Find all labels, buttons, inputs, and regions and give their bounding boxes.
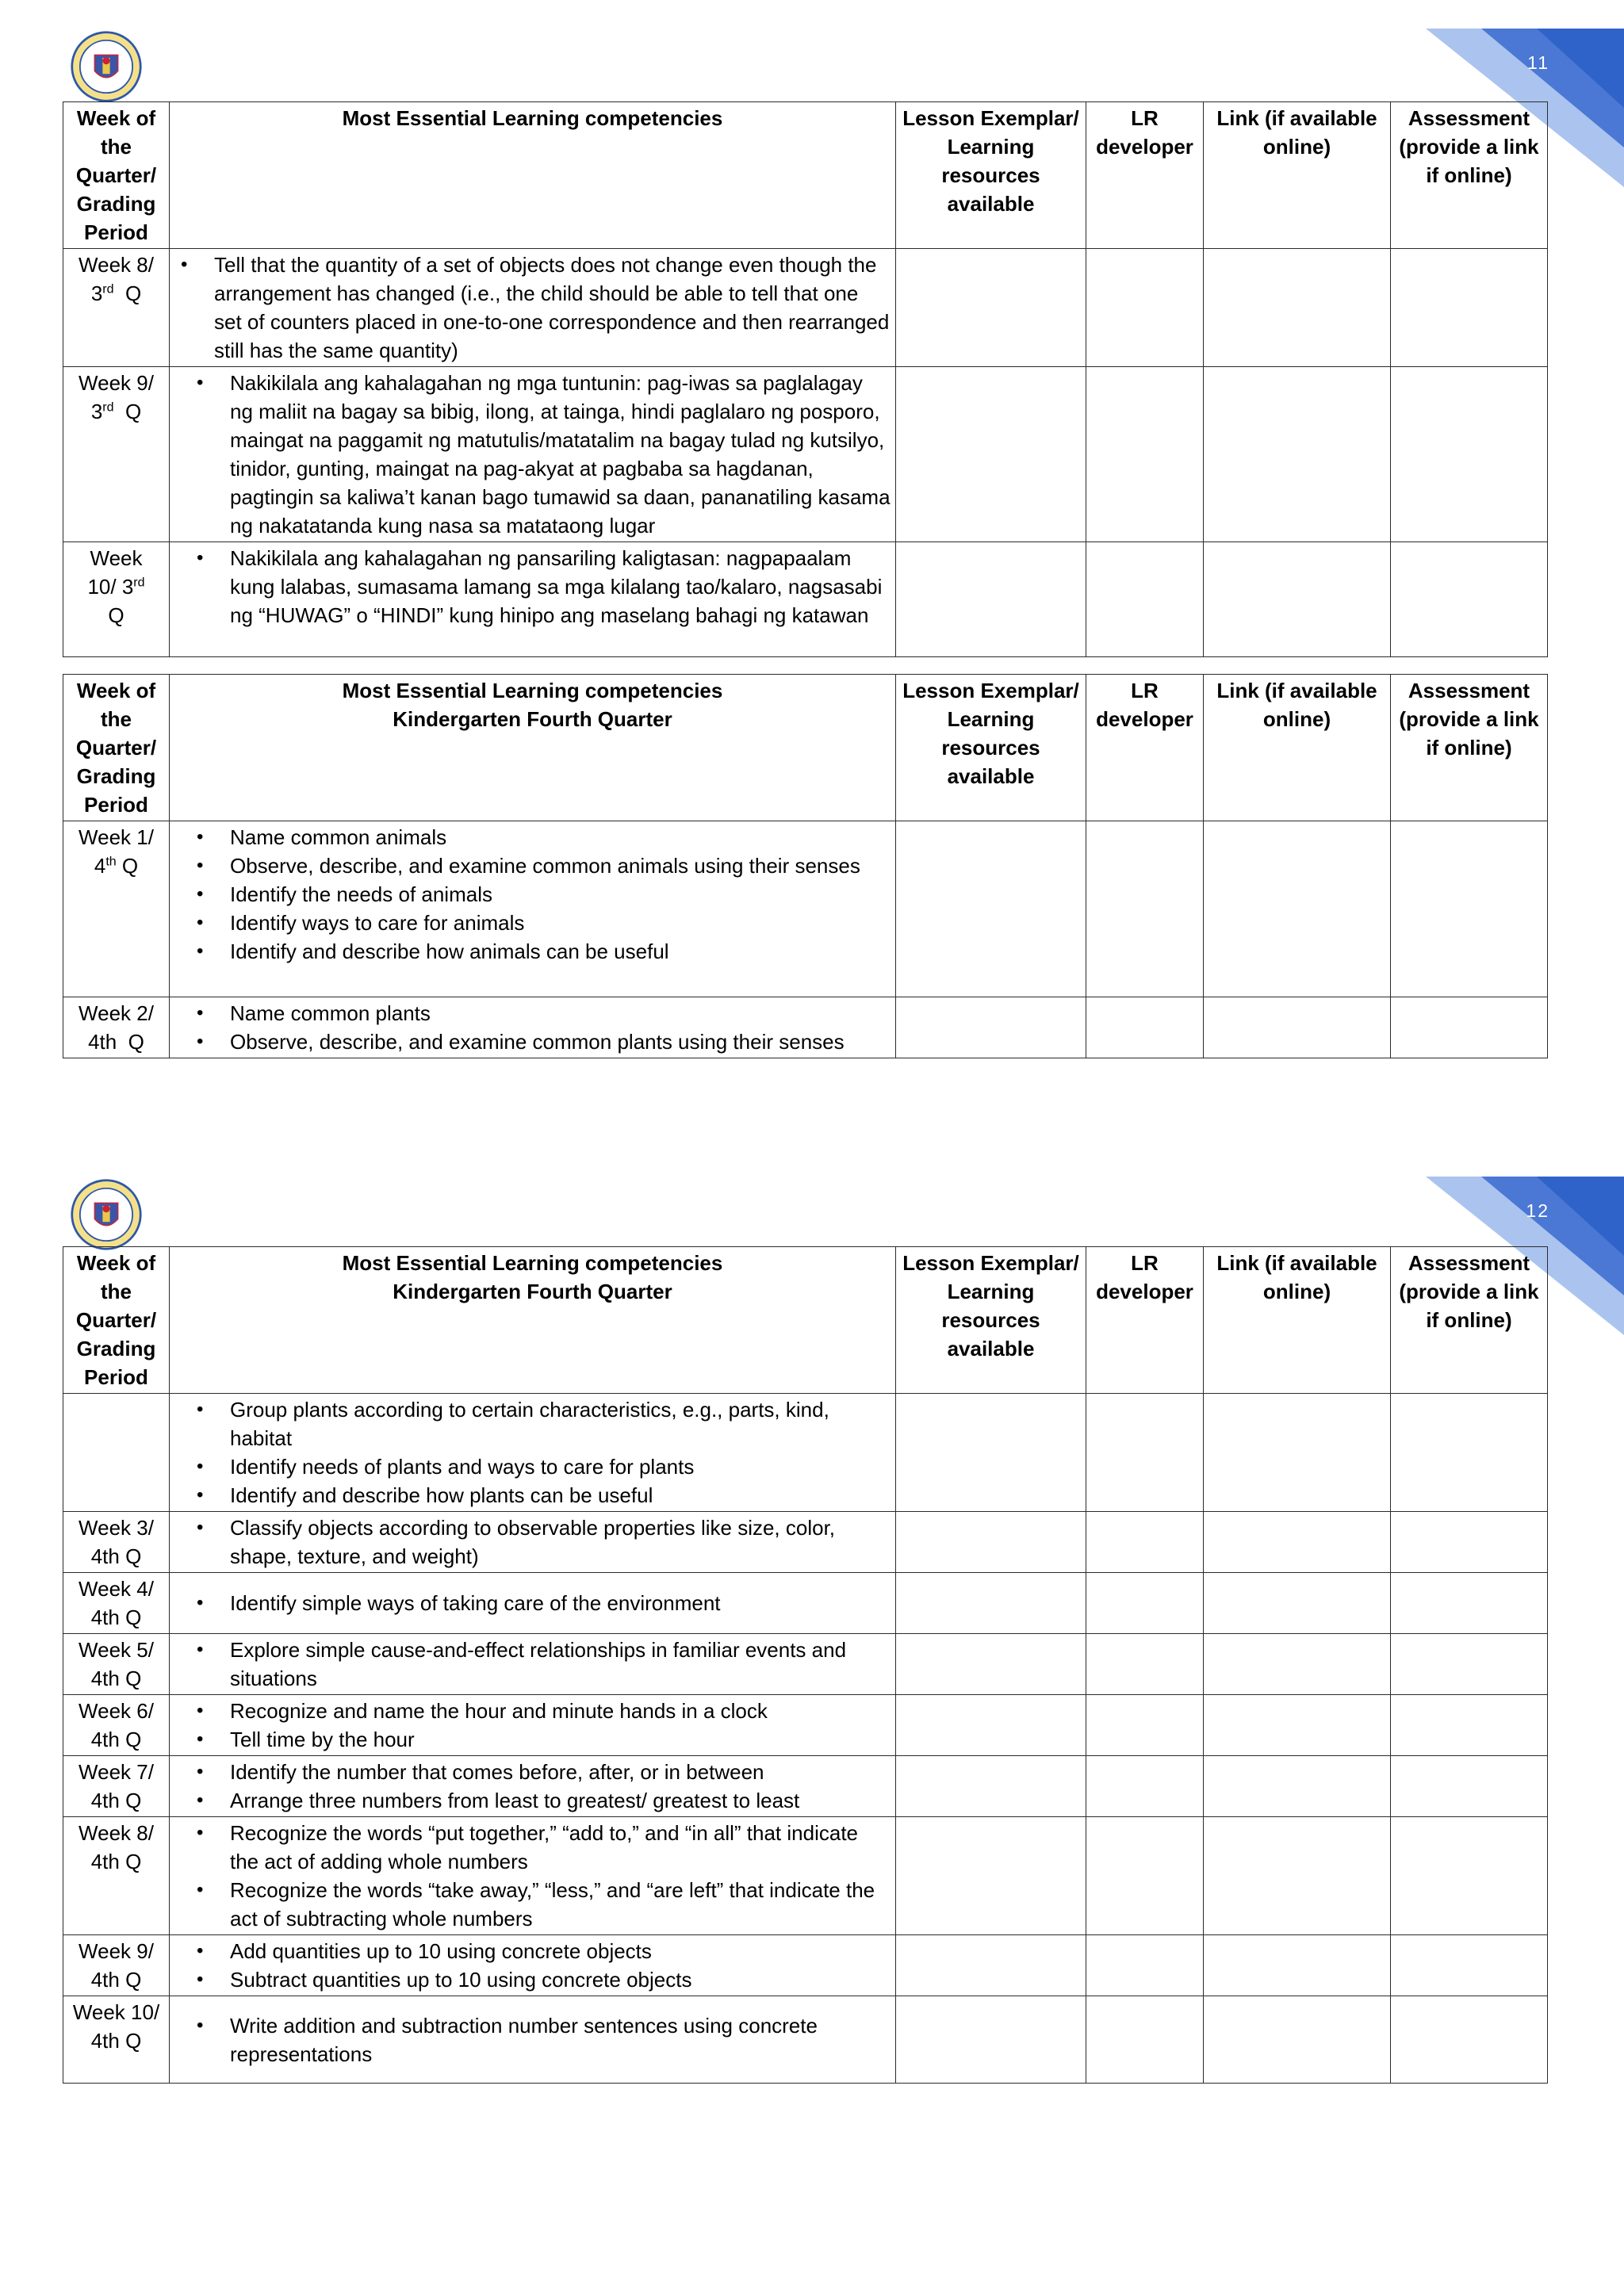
competency-table-fourth-quarter-continued [63,1246,1548,2084]
week-cell: Week 4/ 4th Q [63,1573,170,1634]
empty-cell [1204,1996,1391,2084]
table-row [63,542,1548,657]
list-item: • Identify needs of plants and ways to care for plants [230,1452,891,1481]
empty-cell [896,1935,1086,1996]
table-row [63,1634,1548,1695]
competency-cell [170,1695,896,1756]
week-cell: Week 3/ 4th Q [63,1512,170,1573]
table-row [63,249,1548,367]
list-item: • Classify objects according to observable properties like size, color, shape, texture, and weight) [230,1513,891,1571]
empty-cell [1391,1935,1548,1996]
table-row [63,1817,1548,1935]
empty-cell [896,1817,1086,1935]
week-cell: Week 6/ 4th Q [63,1695,170,1756]
list-item: • Tell time by the hour [230,1725,891,1754]
table-row [63,1695,1548,1756]
header-assessment: Assessment (provide a link if online) [1391,102,1548,249]
table-row [63,1394,1548,1512]
header-assessment: Assessment (provide a link if online) [1391,675,1548,821]
week-cell: Week 5/ 4th Q [63,1634,170,1695]
competency-cell [170,1512,896,1573]
empty-cell [1204,1935,1391,1996]
empty-cell [896,1756,1086,1817]
header-subtitle: Kindergarten Fourth Quarter [393,707,672,731]
list-item: • Name common animals [230,823,891,851]
header-subtitle: Kindergarten Fourth Quarter [393,1280,672,1303]
header-week: Week of the Quarter/ Grading Period [63,1247,170,1394]
empty-cell [1086,1817,1204,1935]
table-row [63,1573,1548,1634]
week-cell: Week 8/ 4th Q [63,1817,170,1935]
empty-cell [1086,1512,1204,1573]
competency-table-fourth-quarter [63,674,1548,1058]
empty-cell [1086,1394,1204,1512]
header-lr-developer: LR developer [1086,102,1204,249]
empty-cell [1391,542,1548,657]
page-number: 12 [1526,1200,1549,1221]
empty-cell [1086,1634,1204,1695]
empty-cell [1391,1634,1548,1695]
header-lr-developer: LR developer [1086,1247,1204,1394]
header-link: Link (if available online) [1204,675,1391,821]
empty-cell [1086,542,1204,657]
empty-cell [1391,821,1548,997]
header-lr-developer: LR developer [1086,675,1204,821]
competency-cell [170,1634,896,1695]
empty-cell [1391,997,1548,1058]
page-12 [0,1148,1624,2296]
list-item: • Nakikilala ang kahalagahan ng mga tuntunin: pag-iwas sa paglalagay ng maliit na bagay sa bibig, ilong, at tainga, hindi paglalaro ng posporo, maingat na paggamit ng matutulis/matatalim na bagay tulad ng kutsilyo, tinidor, gunting, maingat na pag-akyat at pagbaba sa hagdanan, pagtingin sa kaliwa’t kanan bago tumawid sa daan, pananatiling kasama ng nakatatanda kung nasa sa matataong lugar [230,369,891,540]
table-row [63,1756,1548,1817]
empty-cell [1204,249,1391,367]
week-cell [63,1394,170,1512]
empty-cell [896,249,1086,367]
competency-cell [170,1756,896,1817]
empty-cell [1086,249,1204,367]
week-cell: Week 7/ 4th Q [63,1756,170,1817]
empty-cell [1204,1756,1391,1817]
header-assessment: Assessment (provide a link if online) [1391,1247,1548,1394]
empty-cell [1391,367,1548,542]
empty-cell [1086,1573,1204,1634]
deped-seal-icon [70,1178,143,1251]
list-item: • Identify ways to care for animals [230,909,891,937]
list-item: • Add quantities up to 10 using concrete objects [230,1937,891,1965]
list-item: • Arrange three numbers from least to greatest/ greatest to least [230,1786,891,1815]
empty-cell [1204,1512,1391,1573]
header-competencies: Most Essential Learning competencies Kindergarten Fourth Quarter [170,675,896,821]
competency-cell [170,997,896,1058]
empty-cell [1391,1512,1548,1573]
competency-table-week8-10 [63,101,1548,657]
week-cell: Week 10/ 3rd Q [63,542,170,657]
empty-cell [1086,1996,1204,2084]
empty-cell [1204,1573,1391,1634]
empty-cell [1086,1695,1204,1756]
week-cell: Week 8/ 3rd Q [63,249,170,367]
list-item: • Identify and describe how animals can be useful [230,937,891,966]
list-item: • Identify the number that comes before, after, or in between [230,1758,891,1786]
deped-seal-icon [70,30,143,103]
empty-cell [1391,1996,1548,2084]
empty-cell [1204,542,1391,657]
empty-cell [1391,1394,1548,1512]
competency-cell [170,367,896,542]
header-link: Link (if available online) [1204,102,1391,249]
table-row [63,821,1548,997]
empty-cell [896,1512,1086,1573]
list-item: • Recognize the words “put together,” “add to,” and “in all” that indicate the act of adding whole numbers [230,1819,891,1876]
list-item: • Explore simple cause-and-effect relationships in familiar events and situations [230,1636,891,1693]
empty-cell [1086,367,1204,542]
table-row [63,367,1548,542]
list-item: • Nakikilala ang kahalagahan ng pansariling kaligtasan: nagpapaalam kung lalabas, sumasama lamang sa mga kilalang tao/kalaro, nagsasabi ng “HUWAG” o “HINDI” kung hinipo ang maselang bahagi ng katawan [230,544,891,629]
empty-cell [1086,1935,1204,1996]
empty-cell [896,1573,1086,1634]
empty-cell [1086,821,1204,997]
list-item: • Observe, describe, and examine common plants using their senses [230,1027,891,1056]
empty-cell [1391,249,1548,367]
header-lesson-exemplar: Lesson Exemplar/ Learning resources available [896,1247,1086,1394]
empty-cell [1391,1756,1548,1817]
list-item: • Write addition and subtraction number sentences using concrete representations [230,2011,891,2068]
table-row [63,1935,1548,1996]
competency-cell [170,1817,896,1935]
empty-cell [896,1996,1086,2084]
empty-cell [896,542,1086,657]
empty-cell [1204,1634,1391,1695]
competency-cell [170,1573,896,1634]
competency-cell [170,542,896,657]
week-cell: Week 2/ 4th Q [63,997,170,1058]
list-item: • Identify and describe how plants can be useful [230,1481,891,1510]
competency-cell [170,1935,896,1996]
table-row [63,1996,1548,2084]
header-lesson-exemplar: Lesson Exemplar/ Learning resources available [896,102,1086,249]
header-lesson-exemplar: Lesson Exemplar/ Learning resources available [896,675,1086,821]
header-week: Week of the Quarter/ Grading Period [63,675,170,821]
table-row [63,1512,1548,1573]
empty-cell [896,1695,1086,1756]
empty-cell [1204,821,1391,997]
empty-cell [1204,1394,1391,1512]
competency-cell [170,821,896,997]
list-item: • Group plants according to certain characteristics, e.g., parts, kind, habitat [230,1395,891,1452]
empty-cell [1204,367,1391,542]
empty-cell [896,821,1086,997]
empty-cell [1391,1695,1548,1756]
empty-cell [1204,997,1391,1058]
competency-cell [170,1996,896,2084]
header-competencies: Most Essential Learning competencies Kindergarten Fourth Quarter [170,1247,896,1394]
empty-cell [1086,1756,1204,1817]
empty-cell [896,367,1086,542]
empty-cell [1204,1817,1391,1935]
header-week: Week of the Quarter/ Grading Period [63,102,170,249]
list-item: • Tell that the quantity of a set of objects does not change even though the arrangement has changed (i.e., the child should be able to tell that one set of counters placed in one-to-one correspondence and then rearranged still has the same quantity) [214,251,891,365]
competency-cell [170,1394,896,1512]
empty-cell [896,1394,1086,1512]
list-item: • Recognize the words “take away,” “less,” and “are left” that indicate the act of subtracting whole numbers [230,1876,891,1933]
header-link: Link (if available online) [1204,1247,1391,1394]
list-item: • Identify simple ways of taking care of the environment [230,1589,891,1617]
list-item: • Subtract quantities up to 10 using concrete objects [230,1965,891,1994]
list-item: • Name common plants [230,999,891,1027]
list-item: • Identify the needs of animals [230,880,891,909]
empty-cell [896,1634,1086,1695]
empty-cell [1204,1695,1391,1756]
week-cell: Week 10/ 4th Q [63,1996,170,2084]
empty-cell [1086,997,1204,1058]
table-row [63,997,1548,1058]
week-cell: Week 9/ 3rd Q [63,367,170,542]
list-item: • Recognize and name the hour and minute hands in a clock [230,1697,891,1725]
empty-cell [896,997,1086,1058]
header-competencies: Most Essential Learning competencies [170,102,896,249]
competency-cell [170,249,896,367]
week-cell: Week 1/ 4th Q [63,821,170,997]
week-cell: Week 9/ 4th Q [63,1935,170,1996]
empty-cell [1391,1817,1548,1935]
page-number: 11 [1527,52,1549,73]
empty-cell [1391,1573,1548,1634]
list-item: • Observe, describe, and examine common animals using their senses [230,851,891,880]
